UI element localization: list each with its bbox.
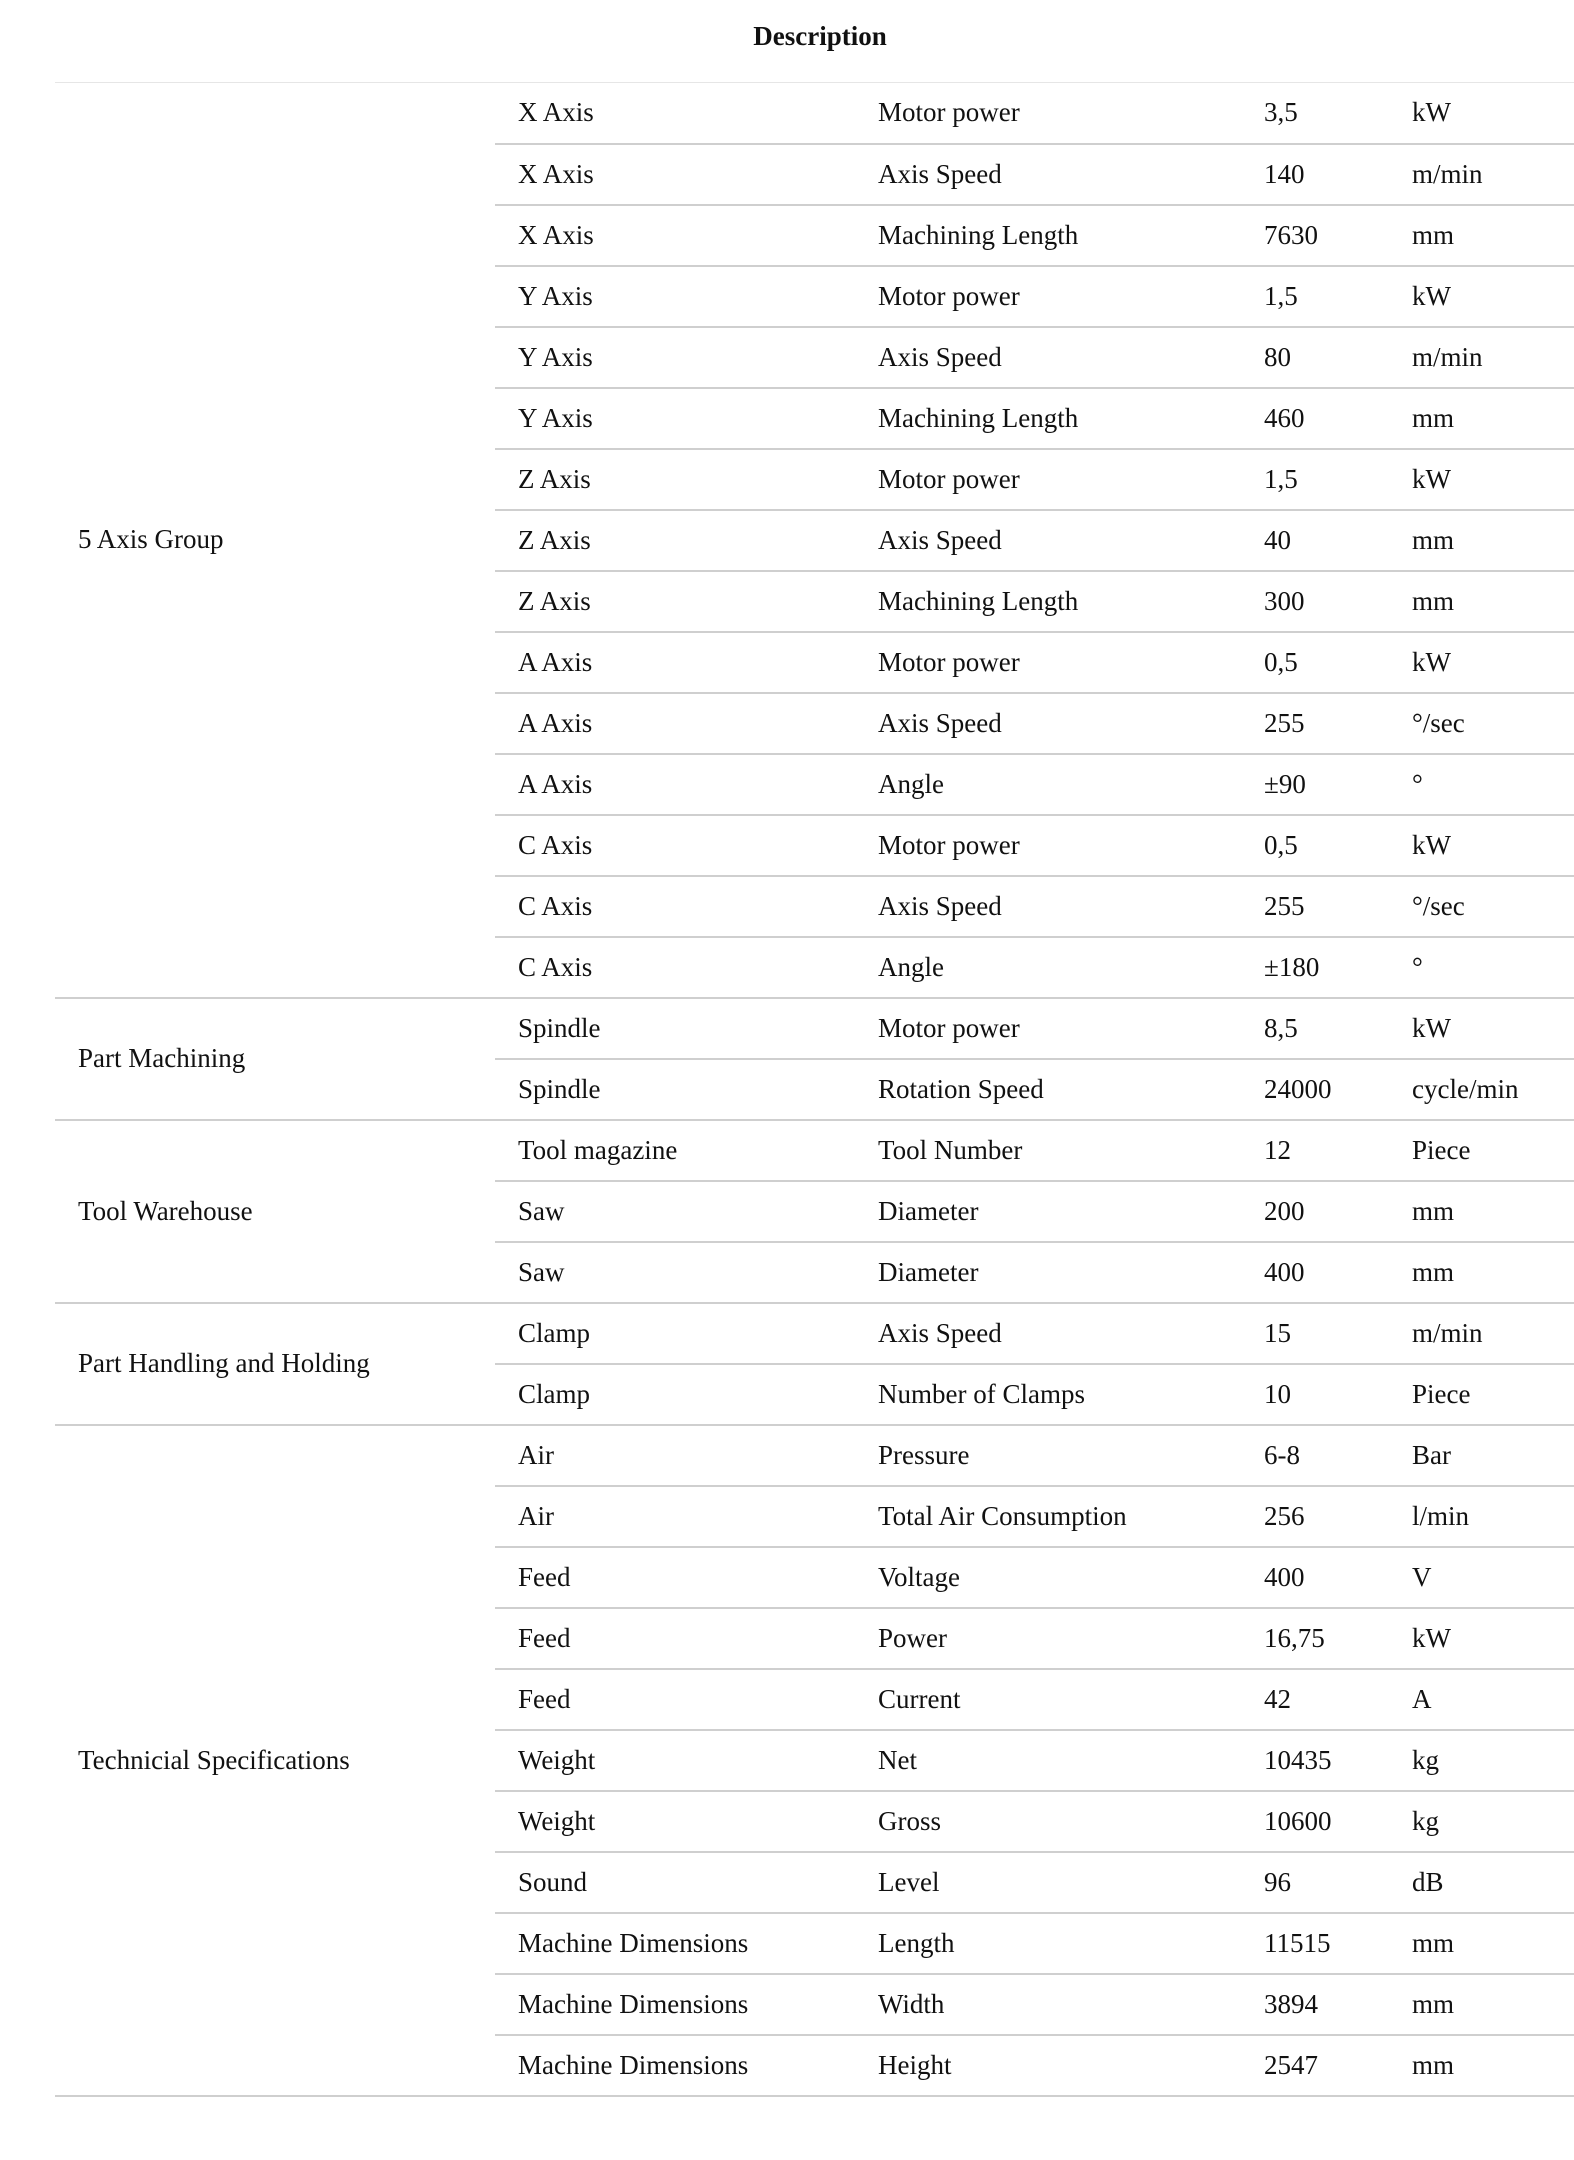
- value-cell: 140: [1241, 144, 1389, 205]
- parameter-cell: Motor power: [855, 83, 1241, 144]
- value-cell: 10600: [1241, 1791, 1389, 1852]
- component-cell: X Axis: [495, 144, 855, 205]
- unit-cell: mm: [1389, 1974, 1574, 2035]
- component-cell: Clamp: [495, 1303, 855, 1364]
- group-label-technicial-specifications: Technicial Specifications: [55, 1425, 495, 2096]
- unit-cell: kW: [1389, 815, 1574, 876]
- component-cell: Z Axis: [495, 510, 855, 571]
- value-cell: 7630: [1241, 205, 1389, 266]
- component-cell: Machine Dimensions: [495, 1913, 855, 1974]
- value-cell: 3,5: [1241, 83, 1389, 144]
- component-cell: X Axis: [495, 205, 855, 266]
- parameter-cell: Axis Speed: [855, 693, 1241, 754]
- unit-cell: A: [1389, 1669, 1574, 1730]
- component-cell: Y Axis: [495, 388, 855, 449]
- component-cell: Feed: [495, 1608, 855, 1669]
- value-cell: 300: [1241, 571, 1389, 632]
- unit-cell: mm: [1389, 1242, 1574, 1303]
- component-cell: A Axis: [495, 693, 855, 754]
- component-cell: Spindle: [495, 1059, 855, 1120]
- unit-cell: mm: [1389, 205, 1574, 266]
- component-cell: Z Axis: [495, 571, 855, 632]
- value-cell: 24000: [1241, 1059, 1389, 1120]
- unit-cell: °: [1389, 937, 1574, 998]
- parameter-cell: Number of Clamps: [855, 1364, 1241, 1425]
- parameter-cell: Current: [855, 1669, 1241, 1730]
- value-cell: 1,5: [1241, 266, 1389, 327]
- value-cell: 400: [1241, 1242, 1389, 1303]
- parameter-cell: Gross: [855, 1791, 1241, 1852]
- group-label-tool-warehouse: Tool Warehouse: [55, 1120, 495, 1303]
- group-label-5-axis-group: 5 Axis Group: [55, 83, 495, 998]
- table-row: [55, 1425, 1574, 1486]
- component-cell: Y Axis: [495, 327, 855, 388]
- parameter-cell: Motor power: [855, 998, 1241, 1059]
- unit-cell: °/sec: [1389, 876, 1574, 937]
- component-cell: Spindle: [495, 998, 855, 1059]
- parameter-cell: Power: [855, 1608, 1241, 1669]
- value-cell: ±180: [1241, 937, 1389, 998]
- value-cell: 255: [1241, 876, 1389, 937]
- component-cell: Feed: [495, 1547, 855, 1608]
- value-cell: 1,5: [1241, 449, 1389, 510]
- value-cell: 12: [1241, 1120, 1389, 1181]
- parameter-cell: Machining Length: [855, 205, 1241, 266]
- unit-cell: V: [1389, 1547, 1574, 1608]
- table-row: [55, 1120, 1574, 1181]
- parameter-cell: Rotation Speed: [855, 1059, 1241, 1120]
- unit-cell: kW: [1389, 632, 1574, 693]
- parameter-cell: Angle: [855, 937, 1241, 998]
- parameter-cell: Height: [855, 2035, 1241, 2096]
- value-cell: 0,5: [1241, 632, 1389, 693]
- value-cell: 0,5: [1241, 815, 1389, 876]
- value-cell: 255: [1241, 693, 1389, 754]
- component-cell: Sound: [495, 1852, 855, 1913]
- component-cell: Weight: [495, 1791, 855, 1852]
- component-cell: C Axis: [495, 876, 855, 937]
- value-cell: 42: [1241, 1669, 1389, 1730]
- value-cell: 16,75: [1241, 1608, 1389, 1669]
- component-cell: X Axis: [495, 83, 855, 144]
- component-cell: Air: [495, 1425, 855, 1486]
- component-cell: A Axis: [495, 754, 855, 815]
- unit-cell: °/sec: [1389, 693, 1574, 754]
- parameter-cell: Level: [855, 1852, 1241, 1913]
- component-cell: C Axis: [495, 815, 855, 876]
- unit-cell: cycle/min: [1389, 1059, 1574, 1120]
- unit-cell: Piece: [1389, 1120, 1574, 1181]
- value-cell: 2547: [1241, 2035, 1389, 2096]
- parameter-cell: Motor power: [855, 266, 1241, 327]
- parameter-cell: Machining Length: [855, 571, 1241, 632]
- unit-cell: kW: [1389, 266, 1574, 327]
- parameter-cell: Machining Length: [855, 388, 1241, 449]
- parameter-cell: Axis Speed: [855, 144, 1241, 205]
- parameter-cell: Tool Number: [855, 1120, 1241, 1181]
- unit-cell: kg: [1389, 1791, 1574, 1852]
- component-cell: Clamp: [495, 1364, 855, 1425]
- parameter-cell: Axis Speed: [855, 327, 1241, 388]
- table-title: Description: [753, 21, 887, 51]
- value-cell: 200: [1241, 1181, 1389, 1242]
- value-cell: 11515: [1241, 1913, 1389, 1974]
- value-cell: 15: [1241, 1303, 1389, 1364]
- unit-cell: °: [1389, 754, 1574, 815]
- value-cell: 10: [1241, 1364, 1389, 1425]
- parameter-cell: Motor power: [855, 632, 1241, 693]
- unit-cell: dB: [1389, 1852, 1574, 1913]
- value-cell: ±90: [1241, 754, 1389, 815]
- value-cell: 40: [1241, 510, 1389, 571]
- table-row: [55, 998, 1574, 1059]
- value-cell: 80: [1241, 327, 1389, 388]
- table-row: [55, 83, 1574, 144]
- component-cell: Saw: [495, 1181, 855, 1242]
- component-cell: Y Axis: [495, 266, 855, 327]
- group-label-part-handling-and-holding: Part Handling and Holding: [55, 1303, 495, 1425]
- component-cell: Weight: [495, 1730, 855, 1791]
- component-cell: Machine Dimensions: [495, 2035, 855, 2096]
- parameter-cell: Motor power: [855, 815, 1241, 876]
- value-cell: 460: [1241, 388, 1389, 449]
- unit-cell: kW: [1389, 1608, 1574, 1669]
- component-cell: C Axis: [495, 937, 855, 998]
- parameter-cell: Pressure: [855, 1425, 1241, 1486]
- unit-cell: mm: [1389, 388, 1574, 449]
- component-cell: A Axis: [495, 632, 855, 693]
- table-row: [55, 1303, 1574, 1364]
- unit-cell: kW: [1389, 83, 1574, 144]
- unit-cell: m/min: [1389, 1303, 1574, 1364]
- parameter-cell: Width: [855, 1974, 1241, 2035]
- specification-table-body: [55, 83, 1574, 2096]
- value-cell: 10435: [1241, 1730, 1389, 1791]
- unit-cell: mm: [1389, 1913, 1574, 1974]
- parameter-cell: Net: [855, 1730, 1241, 1791]
- parameter-cell: Motor power: [855, 449, 1241, 510]
- unit-cell: mm: [1389, 1181, 1574, 1242]
- unit-cell: Piece: [1389, 1364, 1574, 1425]
- unit-cell: Bar: [1389, 1425, 1574, 1486]
- specification-table: [55, 82, 1574, 2097]
- unit-cell: kg: [1389, 1730, 1574, 1791]
- value-cell: 256: [1241, 1486, 1389, 1547]
- group-label-part-machining: Part Machining: [55, 998, 495, 1120]
- parameter-cell: Axis Speed: [855, 510, 1241, 571]
- component-cell: Air: [495, 1486, 855, 1547]
- parameter-cell: Axis Speed: [855, 1303, 1241, 1364]
- value-cell: 8,5: [1241, 998, 1389, 1059]
- value-cell: 6-8: [1241, 1425, 1389, 1486]
- unit-cell: l/min: [1389, 1486, 1574, 1547]
- unit-cell: m/min: [1389, 144, 1574, 205]
- unit-cell: m/min: [1389, 327, 1574, 388]
- parameter-cell: Diameter: [855, 1181, 1241, 1242]
- parameter-cell: Length: [855, 1913, 1241, 1974]
- component-cell: Feed: [495, 1669, 855, 1730]
- unit-cell: mm: [1389, 510, 1574, 571]
- unit-cell: mm: [1389, 571, 1574, 632]
- component-cell: Z Axis: [495, 449, 855, 510]
- parameter-cell: Total Air Consumption: [855, 1486, 1241, 1547]
- parameter-cell: Diameter: [855, 1242, 1241, 1303]
- parameter-cell: Angle: [855, 754, 1241, 815]
- unit-cell: mm: [1389, 2035, 1574, 2096]
- unit-cell: kW: [1389, 449, 1574, 510]
- unit-cell: kW: [1389, 998, 1574, 1059]
- parameter-cell: Voltage: [855, 1547, 1241, 1608]
- component-cell: Tool magazine: [495, 1120, 855, 1181]
- parameter-cell: Axis Speed: [855, 876, 1241, 937]
- component-cell: Saw: [495, 1242, 855, 1303]
- value-cell: 3894: [1241, 1974, 1389, 2035]
- component-cell: Machine Dimensions: [495, 1974, 855, 2035]
- value-cell: 400: [1241, 1547, 1389, 1608]
- value-cell: 96: [1241, 1852, 1389, 1913]
